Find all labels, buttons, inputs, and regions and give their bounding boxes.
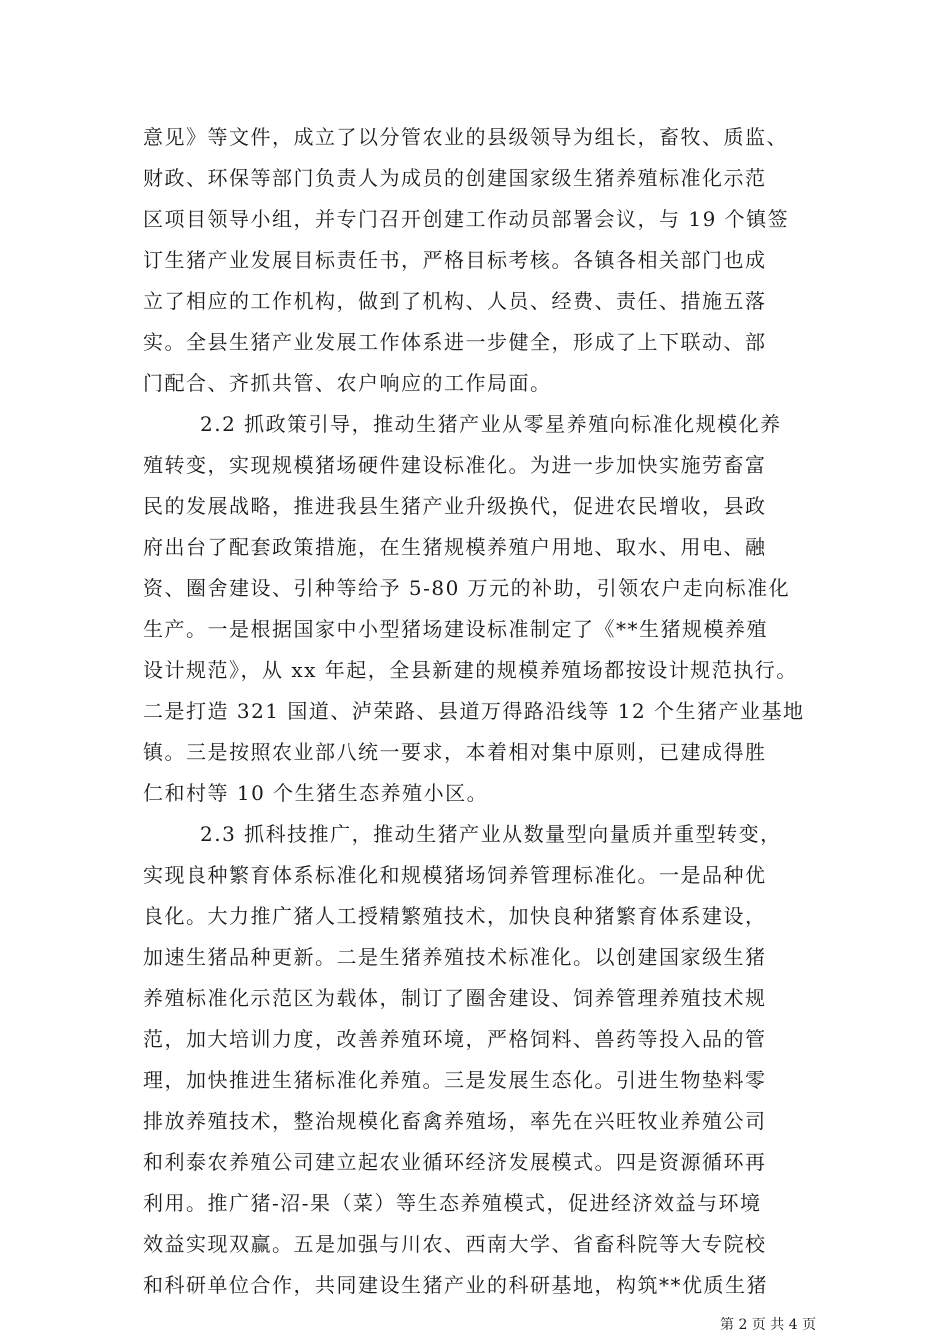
text-line: 二是打造 321 国道、泸荣路、县道万得路沿线等 12 个生猪产业基地 [143, 699, 805, 723]
text-line: 效益实现双赢。五是加强与川农、西南大学、省畜科院等大专院校 [143, 1232, 767, 1256]
text-line: 财政、环保等部门负责人为成员的创建国家级生猪养殖标准化示范 [143, 166, 767, 190]
text-line: 养殖标准化示范区为载体，制订了圈舍建设、饲养管理养殖技术规 [143, 986, 767, 1010]
text-line: 理，加快推进生猪标准化养殖。三是发展生态化。引进生物垫料零 [143, 1068, 767, 1092]
text-line: 实。全县生猪产业发展工作体系进一步健全，形成了上下联动、部 [143, 330, 767, 354]
text-line: 设计规范》，从 xx 年起，全县新建的规模养殖场都按设计规范执行。 [143, 658, 798, 682]
text-line: 利用。推广猪-沼-果（菜）等生态养殖模式，促进经济效益与环境 [143, 1191, 762, 1215]
text-line: 仁和村等 10 个生猪生态养殖小区。 [143, 781, 489, 805]
text-line: 2.3 抓科技推广，推动生猪产业从数量型向量质并重型转变， [200, 822, 782, 846]
text-line: 殖转变，实现规模猪场硬件建设标准化。为进一步加快实施劳畜富 [143, 453, 767, 477]
text-line: 2.2 抓政策引导，推动生猪产业从零星养殖向标准化规模化养 [200, 412, 782, 436]
text-line: 府出台了配套政策措施，在生猪规模养殖户用地、取水、用电、融 [143, 535, 767, 559]
text-line: 实现良种繁育体系标准化和规模猪场饲养管理标准化。一是品种优 [143, 863, 767, 887]
page-number-footer: 第 2 页 共 4 页 [720, 1317, 817, 1333]
text-line: 立了相应的工作机构，做到了机构、人员、经费、责任、措施五落 [143, 289, 767, 313]
text-line: 和科研单位合作，共同建设生猪产业的科研基地，构筑**优质生猪 [143, 1273, 768, 1297]
text-line: 订生猪产业发展目标责任书，严格目标考核。各镇各相关部门也成 [143, 248, 767, 272]
text-line: 范，加大培训力度，改善养殖环境，严格饲料、兽药等投入品的管 [143, 1027, 767, 1051]
text-line: 和利泰农养殖公司建立起农业循环经济发展模式。四是资源循环再 [143, 1150, 767, 1174]
text-line: 良化。大力推广猪人工授精繁殖技术，加快良种猪繁育体系建设， [143, 904, 767, 928]
text-line: 排放养殖技术，整治规模化畜禽养殖场，率先在兴旺牧业养殖公司 [143, 1109, 767, 1133]
text-line: 意见》等文件，成立了以分管农业的县级领导为组长，畜牧、质监、 [143, 125, 788, 149]
text-line: 加速生猪品种更新。二是生猪养殖技术标准化。以创建国家级生猪 [143, 945, 767, 969]
text-line: 镇。三是按照农业部八统一要求，本着相对集中原则，已建成得胜 [143, 740, 767, 764]
text-line: 民的发展战略，推进我县生猪产业升级换代，促进农民增收，县政 [143, 494, 767, 518]
text-line: 生产。一是根据国家中小型猪场建设标准制定了《**生猪规模养殖 [143, 617, 768, 641]
text-line: 门配合、齐抓共管、农户响应的工作局面。 [143, 371, 552, 395]
text-line: 区项目领导小组，并专门召开创建工作动员部署会议，与 19 个镇签 [143, 207, 790, 231]
text-line: 资、圈舍建设、引种等给予 5-80 万元的补助，引领农户走向标准化 [143, 576, 791, 600]
